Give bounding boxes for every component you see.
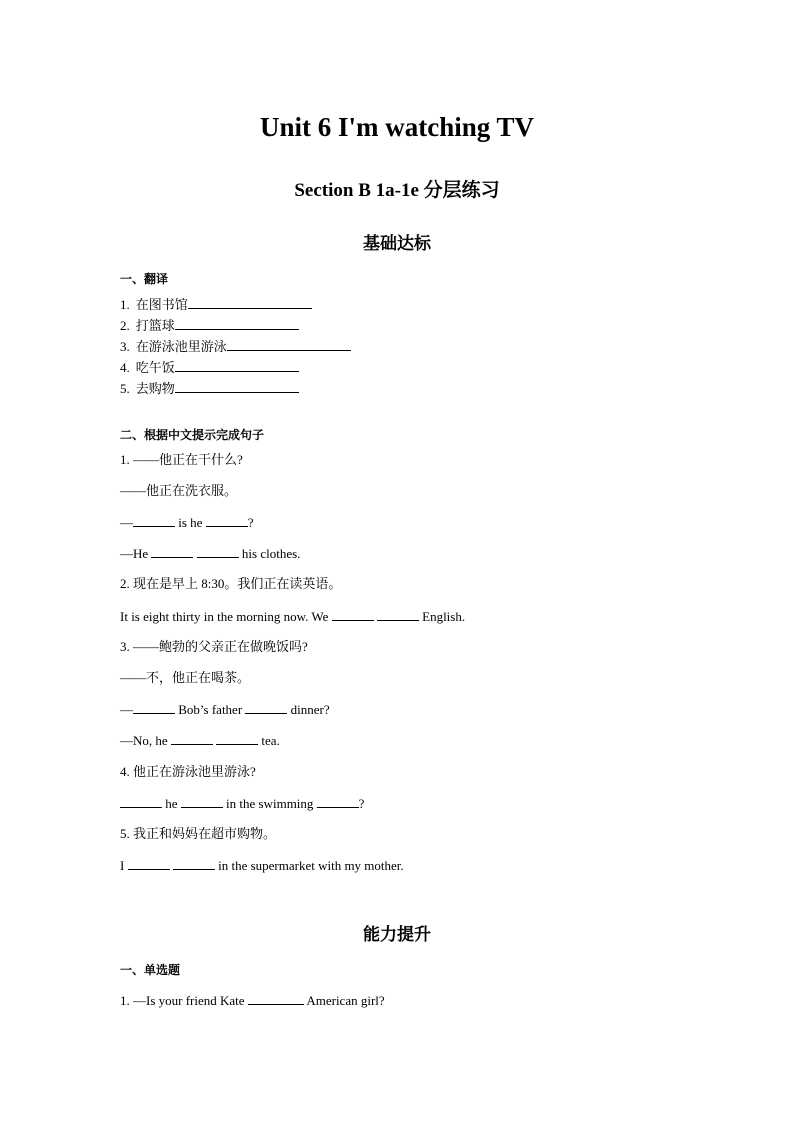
item-text: 吃午饭 <box>135 360 175 375</box>
q2-english-line <box>120 608 465 625</box>
text-segment: English. <box>418 609 466 624</box>
q5-chinese-line: 5. 我正和妈妈在超市购物。 <box>120 826 277 841</box>
unit-title: Unit 6 I'm watching TV <box>259 112 535 142</box>
answer-blank[interactable] <box>133 514 175 527</box>
translation-item-1 <box>120 296 312 313</box>
q1-chinese-line-2: ——他正在洗衣服。 <box>120 483 238 498</box>
mc-question-1 <box>120 992 385 1009</box>
text-segment: —He <box>120 546 152 561</box>
translation-item-3 <box>120 338 351 355</box>
answer-blank[interactable] <box>151 545 193 558</box>
text-segment: —No, he <box>120 733 171 748</box>
item-text: 在游泳池里游泳 <box>135 339 227 354</box>
answer-blank[interactable] <box>175 317 299 330</box>
item-number: 3. <box>120 339 130 354</box>
text-segment: I <box>120 858 128 873</box>
text-segment: ? <box>358 796 365 811</box>
text-segment: dinner? <box>287 702 330 717</box>
answer-blank[interactable] <box>377 608 419 621</box>
answer-blank[interactable] <box>128 857 170 870</box>
complete-sentences-heading: 二、根据中文提示完成句子 <box>120 428 265 442</box>
advanced-level-heading: 能力提升 <box>363 925 431 944</box>
text-segment: It is eight thirty in the morning now. We <box>120 609 332 624</box>
text-segment: is he <box>175 515 206 530</box>
q1-english-line-2 <box>120 545 300 562</box>
item-number: 5. <box>120 381 130 396</box>
item-text: 打篮球 <box>135 318 175 333</box>
q4-english-line <box>120 795 364 812</box>
answer-blank[interactable] <box>171 732 213 745</box>
answer-blank[interactable] <box>175 359 299 372</box>
q3-english-line-2 <box>120 732 280 749</box>
text-segment: ? <box>247 515 254 530</box>
answer-blank[interactable] <box>332 608 374 621</box>
answer-blank[interactable] <box>206 514 248 527</box>
answer-blank[interactable] <box>248 992 304 1005</box>
q1-chinese-line-1: 1. ——他正在干什么? <box>120 452 243 467</box>
text-segment: he <box>162 796 181 811</box>
answer-blank[interactable] <box>245 701 287 714</box>
item-number: 2. <box>120 318 130 333</box>
answer-blank[interactable] <box>216 732 258 745</box>
text-segment: 1. —Is your friend Kate <box>120 993 248 1008</box>
item-text: 去购物 <box>135 381 175 396</box>
text-segment: in the supermarket with my mother. <box>214 858 404 873</box>
translation-item-4 <box>120 359 299 376</box>
answer-blank[interactable] <box>173 857 215 870</box>
answer-blank[interactable] <box>188 296 312 309</box>
translation-item-2 <box>120 317 299 334</box>
answer-blank[interactable] <box>317 795 359 808</box>
text-segment: in the swimming <box>222 796 317 811</box>
q5-english-line <box>120 857 404 874</box>
translation-item-5 <box>120 380 299 397</box>
q3-chinese-line-2: ——不，他正在喝茶。 <box>120 670 251 685</box>
item-text: 在图书馆 <box>135 297 188 312</box>
q4-chinese-line: 4. 他正在游泳池里游泳? <box>120 764 256 779</box>
item-number: 1. <box>120 297 130 312</box>
q1-english-line-1 <box>120 514 253 531</box>
text-segment: his clothes. <box>238 546 301 561</box>
text-segment: — <box>120 702 133 717</box>
text-segment: Bob’s father <box>175 702 246 717</box>
text-segment: tea. <box>258 733 280 748</box>
answer-blank[interactable] <box>181 795 223 808</box>
answer-blank[interactable] <box>120 795 162 808</box>
answer-blank[interactable] <box>227 338 351 351</box>
translation-heading: 一、翻译 <box>120 272 169 286</box>
text-segment: — <box>120 515 133 530</box>
basic-level-heading: 基础达标 <box>363 234 431 253</box>
item-number: 4. <box>120 360 130 375</box>
answer-blank[interactable] <box>133 701 175 714</box>
q3-chinese-line-1: 3. ——鲍勃的父亲正在做晚饭吗? <box>120 639 308 654</box>
q3-english-line-1 <box>120 701 330 718</box>
section-title: Section B 1a-1e 分层练习 <box>294 180 500 201</box>
multiple-choice-heading: 一、单选题 <box>120 963 181 977</box>
answer-blank[interactable] <box>197 545 239 558</box>
answer-blank[interactable] <box>175 380 299 393</box>
text-segment: American girl? <box>303 993 385 1008</box>
q2-chinese-line: 2. 现在是早上 8:30。我们正在读英语。 <box>120 576 342 591</box>
